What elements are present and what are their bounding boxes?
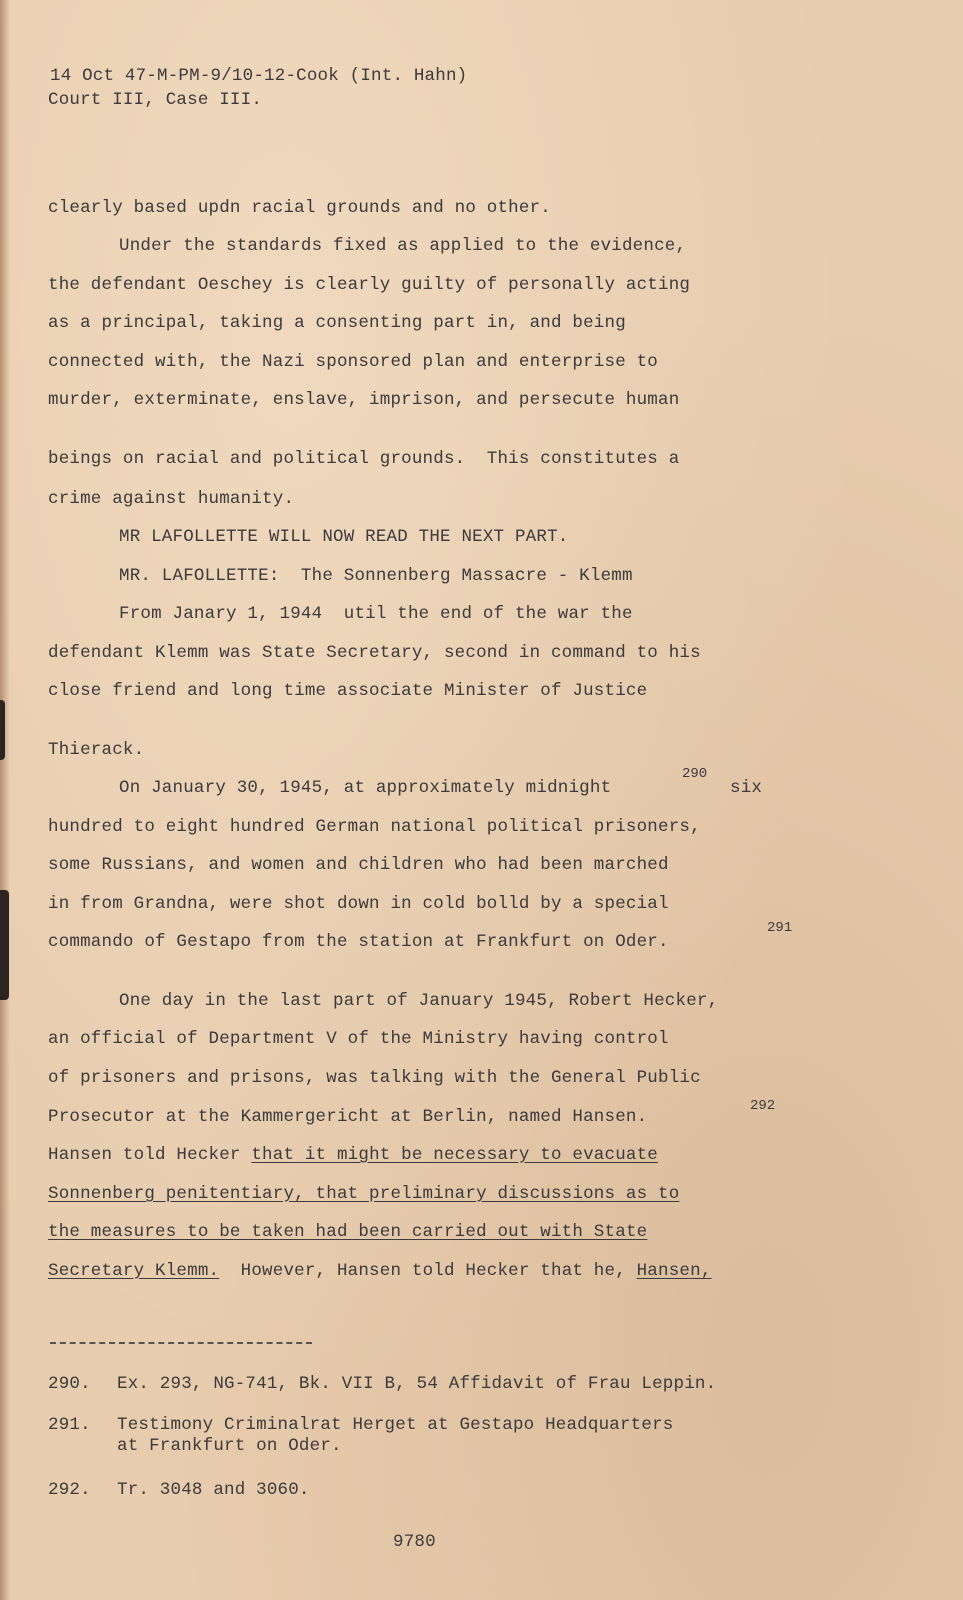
footnote-separator: [50, 1342, 312, 1344]
body-line: MR. LAFOLLETTE: The Sonnenberg Massacre - Klemm: [119, 566, 633, 586]
underlined-text: Secretary Klemm.: [48, 1261, 220, 1281]
body-line: some Russians, and women and children who had been marched: [48, 855, 669, 875]
body-line: of prisoners and prisons, was talking with the General Public: [48, 1068, 701, 1088]
footnote-ref: 290: [682, 766, 708, 782]
footnote-number: 290.: [48, 1374, 91, 1394]
footnote-number: 291.: [48, 1415, 91, 1435]
body-line: connected with, the Nazi sponsored plan and enterprise to: [48, 352, 658, 372]
body-line: From Janary 1, 1944 util the end of the war the: [119, 604, 633, 624]
body-line: commando of Gestapo from the station at Frankfurt on Oder.: [48, 932, 669, 952]
body-line: beings on racial and political grounds. This constitutes a: [48, 449, 680, 469]
body-line: Under the standards fixed as applied to the evidence,: [119, 236, 687, 256]
body-line: hundred to eight hundred German national political prisoners,: [48, 817, 701, 837]
footnote-text: Ex. 293, NG-741, Bk. VII B, 54 Affidavit of Frau Leppin.: [117, 1374, 717, 1394]
footnote-text: Tr. 3048 and 3060.: [117, 1480, 310, 1500]
body-line-text: Hansen told Hecker: [48, 1145, 252, 1165]
body-line: Thierack.: [48, 740, 145, 760]
underlined-line: the measures to be taken had been carried out with State: [48, 1222, 648, 1242]
page-number: 9780: [393, 1532, 436, 1552]
body-line: an official of Department V of the Ministry having control: [48, 1029, 669, 1049]
body-line-text: However, Hansen told Hecker that he,: [219, 1261, 637, 1281]
underlined-line: Sonnenberg penitentiary, that preliminary discussions as to: [48, 1184, 680, 1204]
footnote-ref: 291: [767, 920, 793, 936]
body-line: crime against humanity.: [48, 489, 295, 509]
body-line: [48, 1145, 658, 1166]
footnote-text: at Frankfurt on Oder.: [117, 1436, 342, 1456]
body-line: defendant Klemm was State Secretary, second in command to his: [48, 643, 701, 663]
body-line: [48, 1261, 712, 1282]
body-line: murder, exterminate, enslave, imprison, and persecute human: [48, 390, 680, 410]
body-line: On January 30, 1945, at approximately midnight: [119, 778, 612, 798]
binding-notch: [0, 700, 5, 760]
body-line: as a principal, taking a consenting part in, and being: [48, 313, 626, 333]
header-line-1: 14 Oct 47-M-PM-9/10-12-Cook (Int. Hahn): [50, 66, 468, 86]
body-line: close friend and long time associate Minister of Justice: [48, 681, 648, 701]
header-line-2: Court III, Case III.: [48, 90, 263, 110]
footnote-ref: 292: [750, 1098, 776, 1114]
body-line: MR LAFOLLETTE WILL NOW READ THE NEXT PART.: [119, 527, 569, 547]
body-line: the defendant Oeschey is clearly guilty of personally acting: [48, 275, 691, 295]
body-line: in from Grandna, were shot down in cold bolld by a special: [48, 894, 669, 914]
body-line: clearly based updn racial grounds and no other.: [48, 198, 551, 218]
footnote-text: Testimony Criminalrat Herget at Gestapo Headquarters: [117, 1415, 674, 1435]
body-line: six: [730, 778, 763, 798]
binding-notch: [0, 890, 9, 1000]
page-left-edge-shadow: [0, 0, 10, 1600]
underlined-text: that it might be necessary to evacuate: [251, 1145, 659, 1165]
underlined-text: Hansen,: [636, 1261, 712, 1281]
body-line: One day in the last part of January 1945, Robert Hecker,: [119, 991, 719, 1011]
footnote-number: 292.: [48, 1480, 91, 1500]
body-line: Prosecutor at the Kammergericht at Berlin, named Hansen.: [48, 1107, 648, 1127]
